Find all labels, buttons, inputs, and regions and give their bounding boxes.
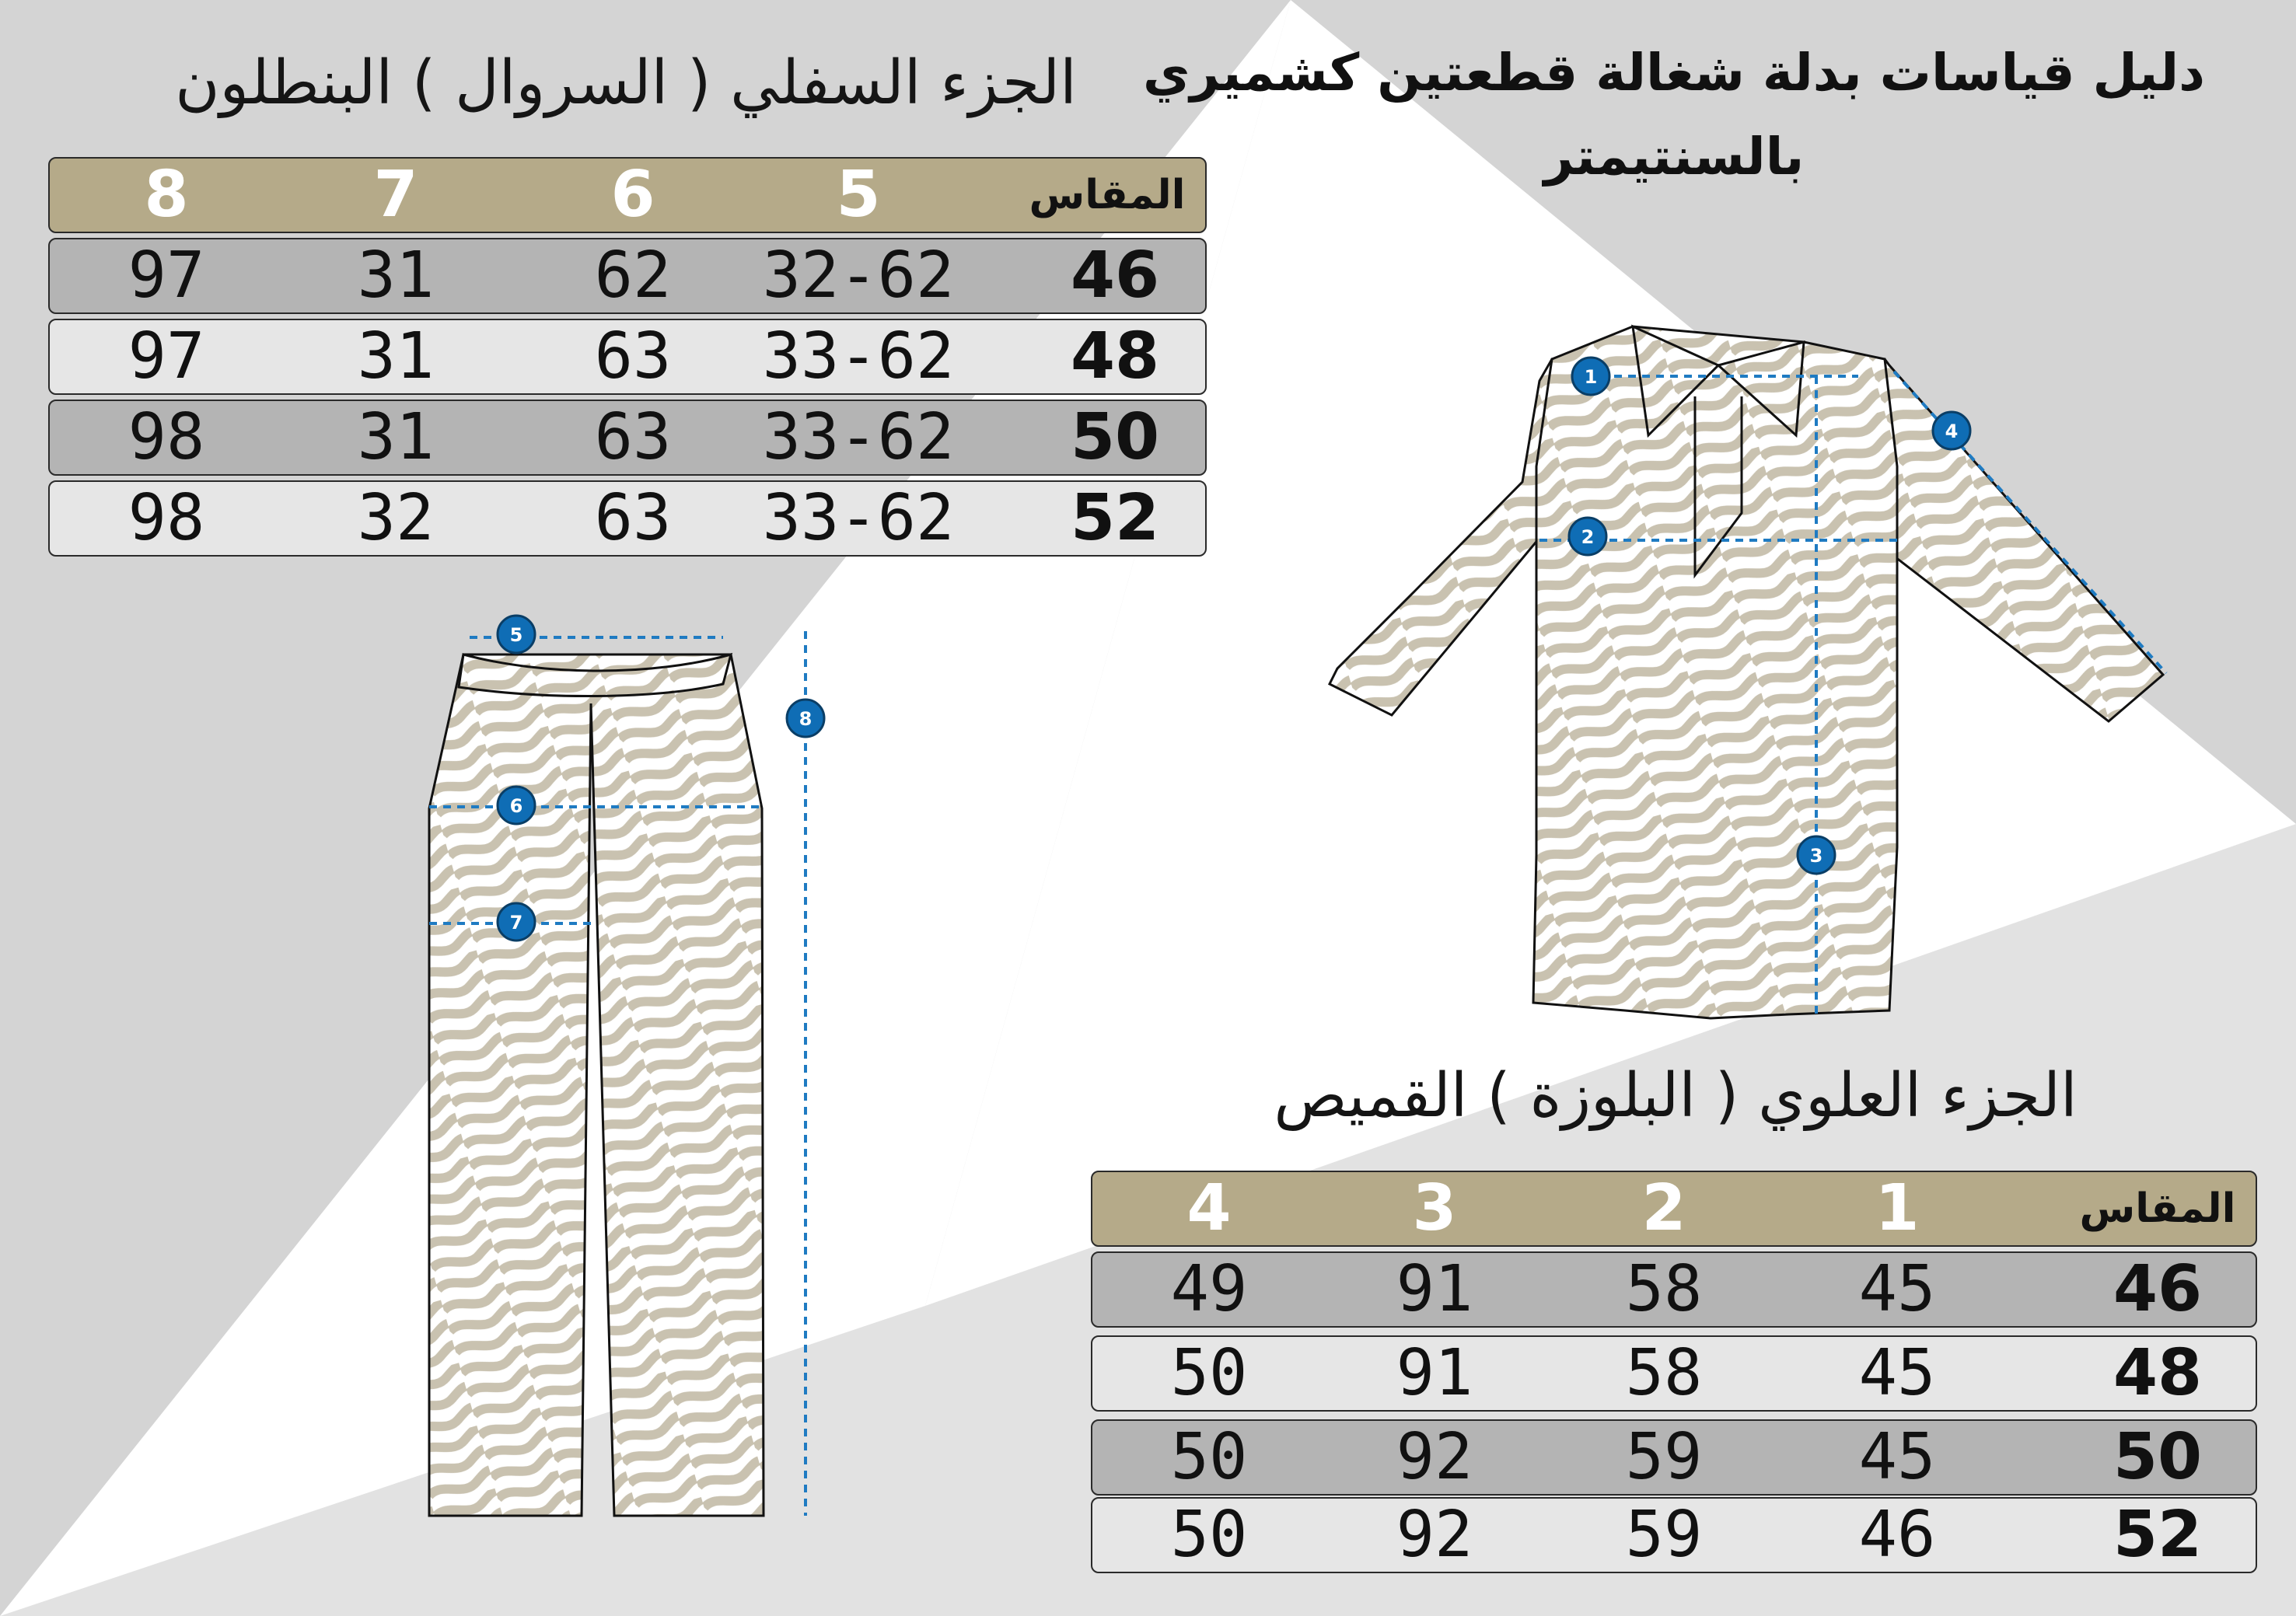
marker-3-icon xyxy=(1798,836,1835,874)
marker-6-icon xyxy=(498,787,535,824)
marker-7-icon xyxy=(498,903,535,941)
size-cell: 48 xyxy=(2113,1336,2203,1410)
column-header: 6 xyxy=(610,158,655,232)
size-cell: 46 xyxy=(2113,1252,2203,1326)
value-cell: 62 xyxy=(594,239,672,312)
value-cell: 97 xyxy=(128,239,205,312)
value-cell: 63 xyxy=(594,400,672,474)
value-cell: 92 xyxy=(1396,1498,1473,1572)
value-cell: 50 xyxy=(1170,1336,1248,1410)
size-cell: 50 xyxy=(1070,400,1160,474)
size-label: المقاس xyxy=(2079,1185,2236,1232)
value-cell: 50 xyxy=(1170,1420,1248,1494)
value-cell: 46 xyxy=(1858,1498,1936,1572)
size-cell: 52 xyxy=(2113,1498,2203,1572)
marker-4-icon xyxy=(1933,412,1970,449)
value-cell: 91 xyxy=(1396,1252,1473,1326)
value-cell: 31 xyxy=(357,400,435,474)
value-cell: 59 xyxy=(1625,1420,1703,1494)
lower-part-title: الجزء السفلي ( السروال ) البنطلون xyxy=(175,48,1077,118)
size-cell: 48 xyxy=(1070,319,1160,393)
size-cell: 50 xyxy=(2113,1420,2203,1494)
value-cell: 33-62 xyxy=(762,319,955,393)
value-cell: 50 xyxy=(1170,1498,1248,1572)
guide-title-line2: بالسنتيمتر xyxy=(1543,127,1805,187)
value-cell: 49 xyxy=(1170,1252,1248,1326)
value-cell: 33-62 xyxy=(762,400,955,474)
column-header: 7 xyxy=(373,158,418,232)
column-header: 5 xyxy=(836,158,881,232)
value-cell: 33-62 xyxy=(762,481,955,555)
column-header: 3 xyxy=(1412,1171,1457,1245)
pants-drawing xyxy=(429,616,824,1516)
pants-body xyxy=(429,654,764,1516)
value-cell: 59 xyxy=(1625,1498,1703,1572)
marker-5-label: 5 xyxy=(509,624,523,646)
value-cell: 31 xyxy=(357,239,435,312)
value-cell: 32 xyxy=(357,481,435,555)
shirt-drawing xyxy=(1330,326,2166,1018)
column-header: 2 xyxy=(1641,1171,1686,1245)
guide-title-line1: دليل قياسات بدلة شغالة قطعتين كشميري xyxy=(1142,43,2206,103)
value-cell: 98 xyxy=(128,400,205,474)
value-cell: 31 xyxy=(357,319,435,393)
marker-8-icon xyxy=(787,700,824,737)
upper-part-title: الجزء العلوي ( البلوزة ) القميص xyxy=(1274,1061,2078,1131)
shirt-body xyxy=(1533,326,1897,1018)
marker-4-label: 4 xyxy=(1945,421,1959,442)
marker-1-label: 1 xyxy=(1584,366,1598,388)
column-header: 4 xyxy=(1186,1171,1232,1245)
value-cell: 32-62 xyxy=(762,239,955,312)
value-cell: 98 xyxy=(128,481,205,555)
value-cell: 92 xyxy=(1396,1420,1473,1494)
value-cell: 63 xyxy=(594,319,672,393)
marker-2-icon xyxy=(1569,518,1606,555)
column-header: 8 xyxy=(144,158,189,232)
value-cell: 45 xyxy=(1858,1420,1936,1494)
marker-7-label: 7 xyxy=(509,912,523,934)
size-cell: 46 xyxy=(1070,239,1160,312)
marker-5-icon xyxy=(498,616,535,653)
marker-2-label: 2 xyxy=(1581,526,1595,548)
value-cell: 97 xyxy=(128,319,205,393)
column-header: 1 xyxy=(1875,1171,1920,1245)
marker-1-icon xyxy=(1572,358,1609,395)
marker-8-label: 8 xyxy=(799,708,813,730)
value-cell: 58 xyxy=(1625,1252,1703,1326)
size-cell: 52 xyxy=(1070,481,1160,555)
value-cell: 45 xyxy=(1858,1336,1936,1410)
marker-3-label: 3 xyxy=(1809,845,1823,867)
marker-6-label: 6 xyxy=(509,795,523,817)
value-cell: 63 xyxy=(594,481,672,555)
size-label: المقاس xyxy=(1029,172,1186,218)
value-cell: 45 xyxy=(1858,1252,1936,1326)
value-cell: 91 xyxy=(1396,1336,1473,1410)
value-cell: 58 xyxy=(1625,1336,1703,1410)
